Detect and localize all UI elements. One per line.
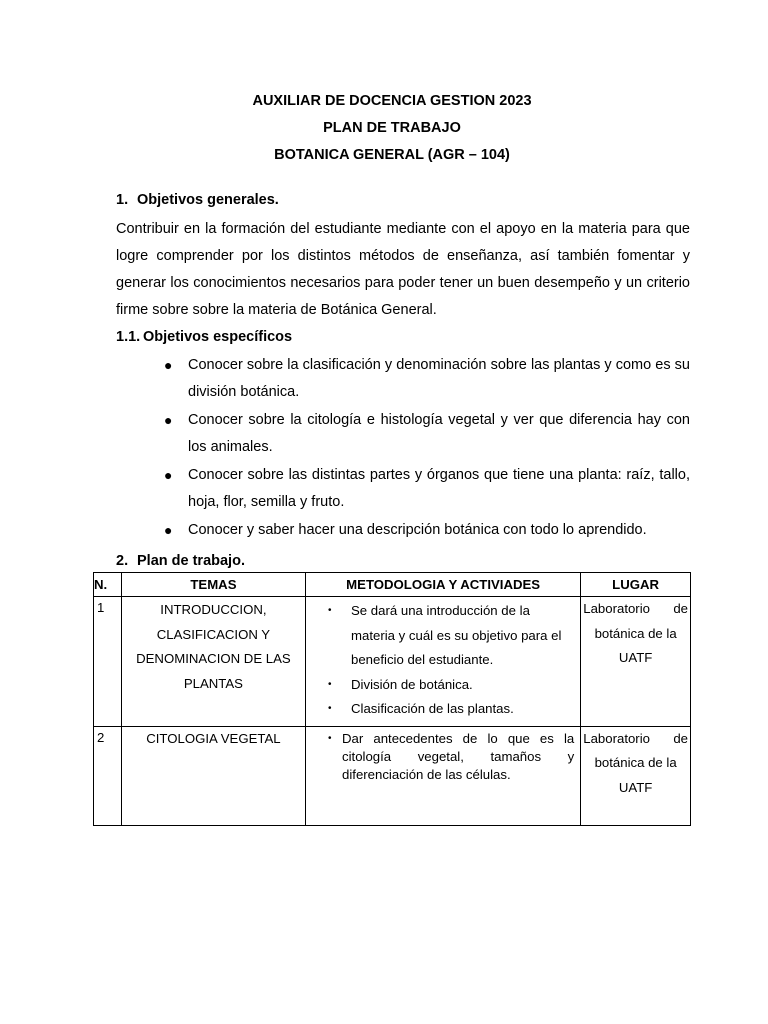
actividades-cell bbox=[306, 597, 581, 727]
bullet-icon: ● bbox=[164, 467, 173, 483]
section-2-heading bbox=[116, 553, 245, 569]
list-item: ● Conocer sobre la citología e histología vegetal y ver que diferencia hay con los animales. bbox=[116, 407, 690, 461]
section-2-number: 2. bbox=[116, 553, 129, 569]
section-1-paragraph: Contribuir en la formación del estudiante mediante con el apoyo en la materia para que logre comprender por los distintos métodos de enseñanza, así también fomentar y generar los conocimientos necesarios para poder tener un buen desempeño y un criterio firme sobre sobre la materia de Botánica General. bbox=[116, 221, 690, 318]
bullet-icon: ● bbox=[164, 522, 173, 538]
bullet-icon: • bbox=[328, 732, 332, 744]
bullet-icon: • bbox=[328, 703, 332, 714]
bullet-icon: ● bbox=[164, 357, 173, 373]
table-header-row bbox=[94, 573, 691, 597]
column-header-temas: TEMAS bbox=[121, 573, 305, 597]
bullet-icon: • bbox=[328, 678, 332, 690]
list-item: ● Conocer y saber hacer una descripción botánica con todo lo aprendido. bbox=[116, 517, 690, 544]
work-plan-table bbox=[93, 572, 691, 826]
list-item: ● Conocer sobre la clasificación y denominación sobre las plantas y como es su división botánica. bbox=[116, 352, 690, 406]
list-item: ● Conocer sobre las distintas partes y órganos que tiene una planta: raíz, tallo, hoja, flor, semilla y fruto. bbox=[116, 462, 690, 516]
actividades-cell bbox=[306, 726, 581, 825]
bullet-icon: • bbox=[328, 605, 332, 616]
list-item: • Dar antecedentes de lo que es la citología vegetal, tamaños y diferenciación de las células. bbox=[328, 730, 575, 782]
bullet-icon: ● bbox=[164, 412, 173, 428]
table-row bbox=[94, 597, 691, 727]
column-header-n: N. bbox=[94, 573, 122, 597]
section-1-1-title: Objetivos específicos bbox=[143, 329, 293, 345]
row-number-cell: 1 bbox=[94, 597, 122, 727]
section-1-1-number: 1.1. bbox=[116, 329, 141, 345]
tema-cell: CITOLOGIA VEGETAL bbox=[121, 726, 305, 825]
list-item: • División de botánica. bbox=[306, 673, 574, 698]
header-line-3: BOTANICA GENERAL (AGR – 104) bbox=[274, 147, 510, 163]
section-1-heading bbox=[116, 192, 279, 208]
section-2-title: Plan de trabajo. bbox=[137, 553, 245, 569]
list-item: • Se dará una introducción de la materia y cuál es su objetivo para el beneficio del estudiante. bbox=[306, 599, 574, 673]
tema-cell: INTRODUCCION, CLASIFICACION Y DENOMINACION DE LAS PLANTAS bbox=[121, 597, 305, 727]
list-item: • Clasificación de las plantas. bbox=[306, 697, 574, 722]
section-1-1-heading bbox=[116, 329, 292, 345]
lugar-cell: Laboratorio de botánica de la UATF bbox=[581, 726, 691, 825]
header-line-2: PLAN DE TRABAJO bbox=[323, 120, 461, 136]
objectives-list bbox=[116, 352, 690, 545]
section-1-number: 1. bbox=[116, 192, 129, 208]
section-1-title: Objetivos generales. bbox=[137, 192, 279, 208]
row-number-cell: 2 bbox=[94, 726, 122, 825]
header-line-1: AUXILIAR DE DOCENCIA GESTION 2023 bbox=[252, 93, 532, 109]
lugar-cell: Laboratorio de botánica de la UATF bbox=[581, 597, 691, 727]
column-header-lugar: LUGAR bbox=[581, 573, 691, 597]
table-row bbox=[94, 726, 691, 825]
column-header-metodologia: METODOLOGIA Y ACTIVIADES bbox=[306, 573, 581, 597]
